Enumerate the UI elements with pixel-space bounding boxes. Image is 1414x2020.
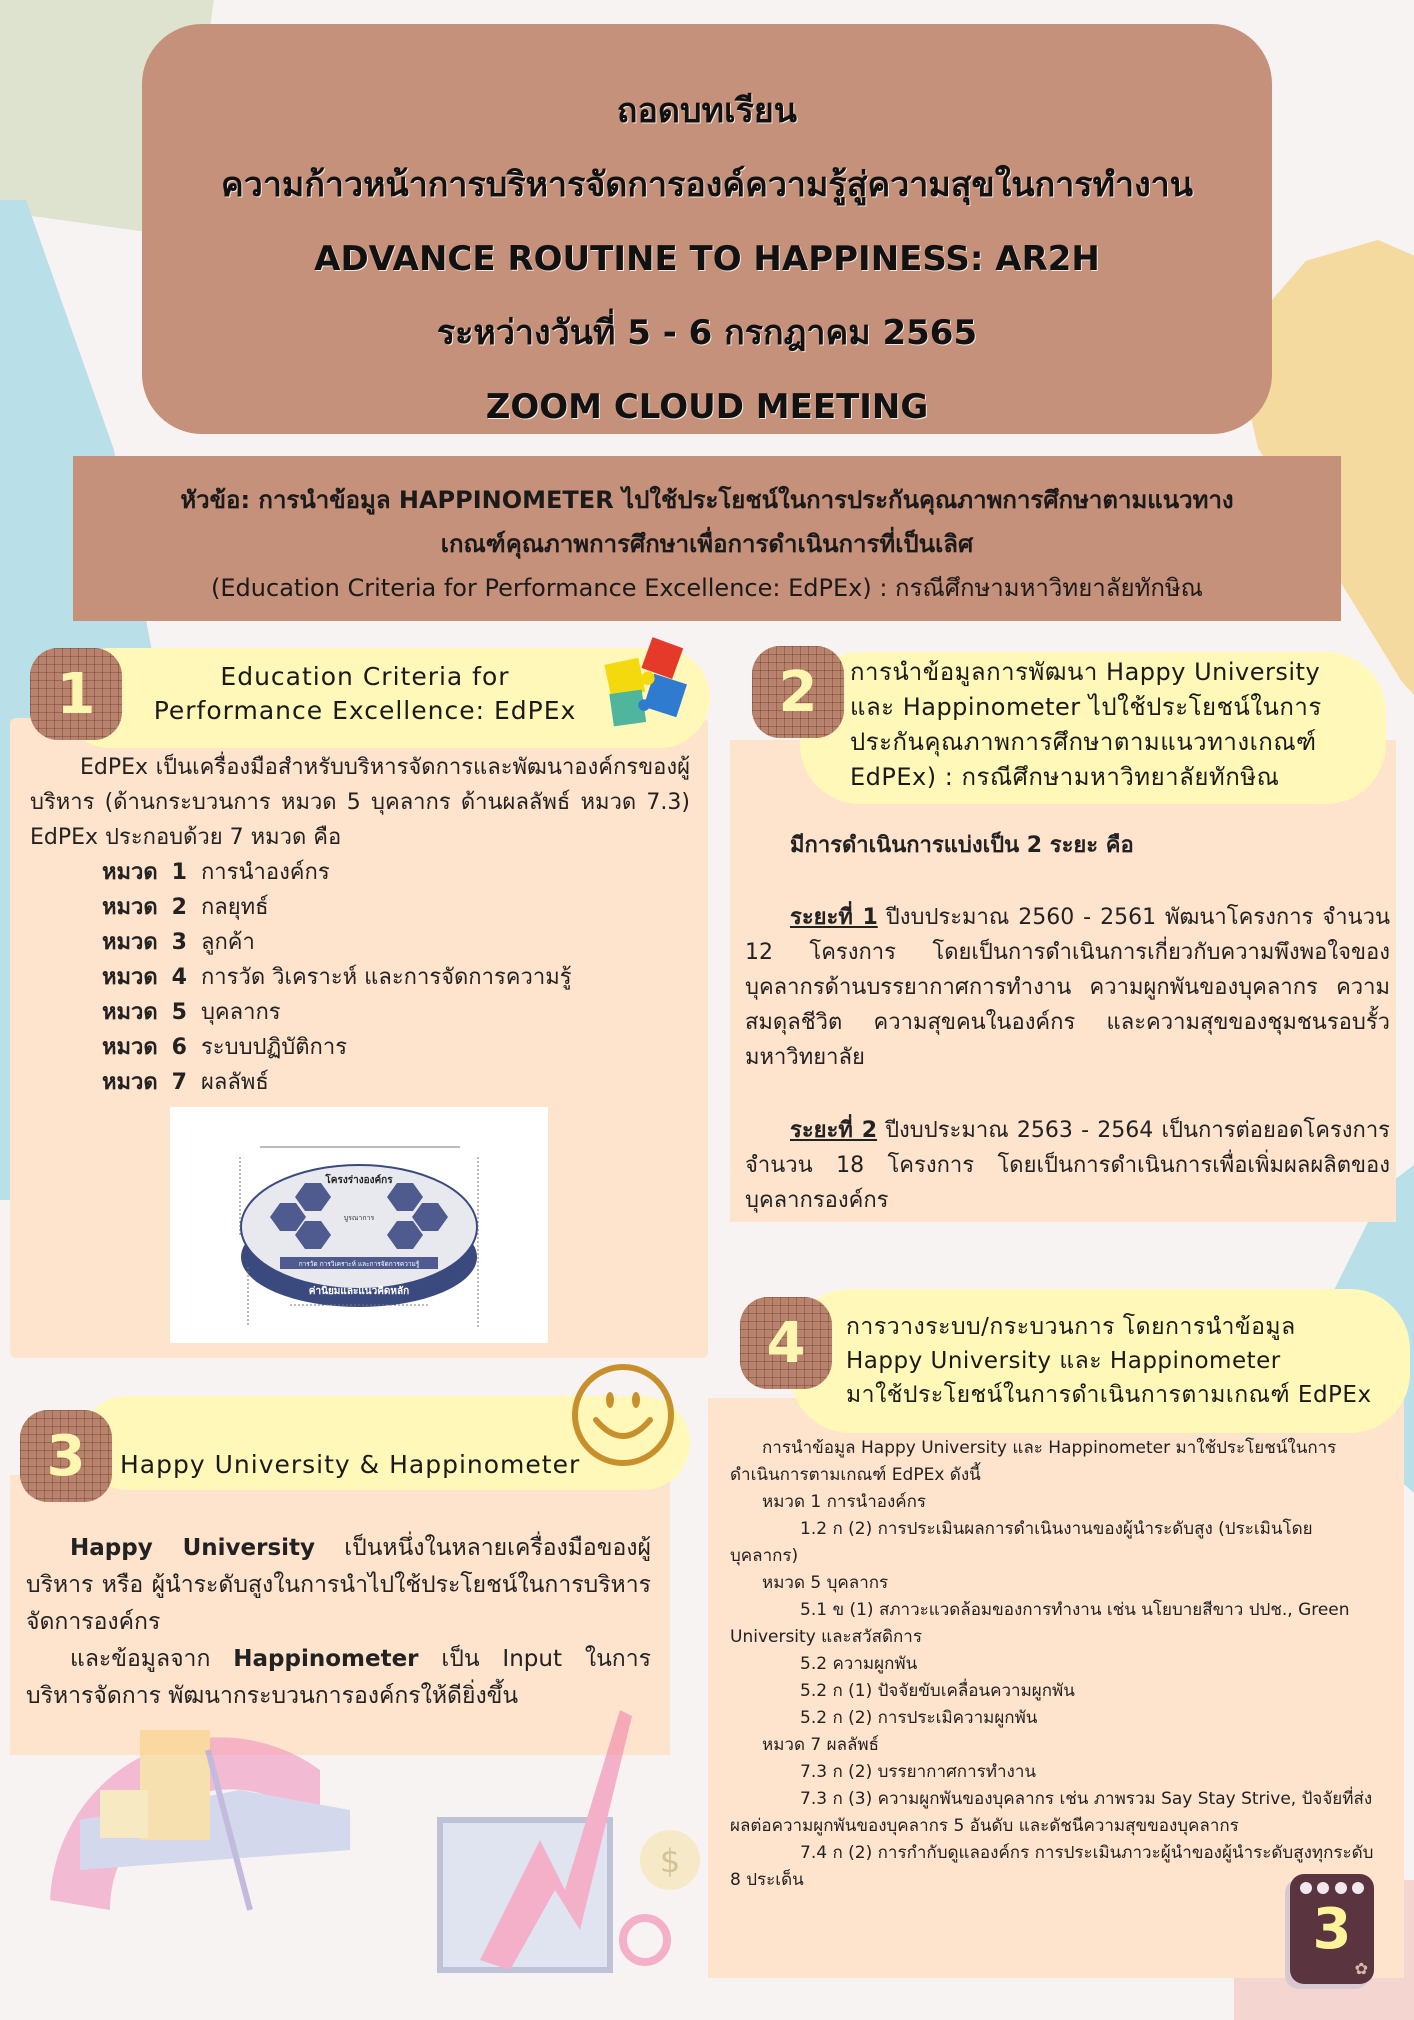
topic-line-3: (Education Criteria for Performance Excellence: EdPEx) : กรณีศึกษามหาวิทยาลัยทักษิณ bbox=[211, 574, 1203, 602]
header-title-box bbox=[142, 24, 1272, 434]
section1-intro-text: EdPEx เป็นเครื่องมือสำหรับบริหารจัดการและพัฒนาองค์กรของผู้บริหาร (ด้านกระบวนการ หมวด 5 บุคลากร ด้านผลลัพธ์ หมวด 7.3) EdPEx ประกอบด้วย 7 หมวด คือ bbox=[30, 755, 690, 850]
smiley-face-icon bbox=[568, 1360, 678, 1470]
category-number: 2 bbox=[171, 895, 187, 920]
category-name: การวัด วิเคราะห์ และการจัดการความรู้ bbox=[200, 965, 572, 990]
section3-paragraph-1 bbox=[26, 1530, 651, 1641]
section4-item: หมวด 7 ผลลัพธ์ bbox=[762, 1735, 879, 1755]
category-label: หมวด bbox=[102, 930, 158, 955]
category-label: หมวด bbox=[102, 1000, 158, 1025]
section3-text: เป็นหนึ่งในหลายเครื่องมือของผู้บริหาร หรือ ผู้นำระดับสูงในการนำไปใช้ประโยชน์ในการบริหารจัดการองค์กร bbox=[26, 1535, 651, 1635]
category-name: ผลลัพธ์ bbox=[200, 1070, 269, 1095]
calendar-rings bbox=[1300, 1882, 1364, 1894]
section3-text: เป็น Input ในการบริหารจัดการ พัฒนากระบวนการองค์กรให้ดียิ่งขึ้น bbox=[26, 1646, 651, 1709]
header-line-english-title: ADVANCE ROUTINE TO HAPPINESS: AR2H bbox=[314, 239, 1100, 279]
header-line-lesson: ถอดบทเรียน bbox=[616, 91, 798, 131]
section1-intro bbox=[30, 750, 690, 855]
category-item bbox=[102, 995, 572, 1030]
section4-number-badge: 4 bbox=[740, 1297, 832, 1389]
section4-title-line: Happy University และ Happinometer bbox=[846, 1348, 1281, 1374]
diagram-base-label: ค่านิยมและแนวคิดหลัก bbox=[308, 1286, 410, 1297]
section3-title: Happy University & Happinometer bbox=[120, 1450, 581, 1479]
section4-item: หมวด 5 บุคลากร bbox=[762, 1573, 889, 1593]
category-label: หมวด bbox=[102, 965, 158, 990]
section2-title-line: และ Happinometer ไปใช้ประโยชน์ในการ bbox=[850, 693, 1322, 721]
section3-body bbox=[26, 1530, 651, 1715]
section2-title-line: การนำข้อมูลการพัฒนา Happy University bbox=[850, 658, 1321, 686]
category-number: 3 bbox=[171, 930, 187, 955]
phase1-paragraph bbox=[745, 900, 1390, 1075]
section4-body bbox=[730, 1435, 1380, 1894]
category-number: 7 bbox=[171, 1070, 187, 1095]
category-number: 4 bbox=[171, 965, 187, 990]
business-growth-illustration bbox=[20, 1700, 710, 2000]
section2-number-badge: 2 bbox=[752, 646, 844, 738]
topic-line-2: เกณฑ์คุณภาพการศึกษาเพื่อการดำเนินการที่เป็นเลิศ bbox=[440, 530, 974, 558]
section4-item: 5.2 ก (2) การประเมิความผูกพัน bbox=[800, 1708, 1038, 1728]
header-line-venue: ZOOM CLOUD MEETING bbox=[485, 387, 929, 427]
category-item bbox=[102, 890, 572, 925]
category-item bbox=[102, 925, 572, 960]
topic-line-1: หัวข้อ: การนำข้อมูล HAPPINOMETER ไปใช้ประโยชน์ในการประกันคุณภาพการศึกษาตามแนวทาง bbox=[180, 486, 1234, 514]
section2-heading: มีการดำเนินการแบ่งเป็น 2 ระยะ คือ bbox=[790, 833, 1134, 858]
category-item bbox=[102, 1030, 572, 1065]
category-item bbox=[102, 960, 572, 995]
diagram-top-title: โครงร่างองค์กร bbox=[325, 1175, 393, 1186]
phase1-text: ปีงบประมาณ 2560 - 2561 พัฒนาโครงการ จำนวน 12 โครงการ โดยเป็นการดำเนินการเกี่ยวกับความพึงพอใจของบุคลากรด้านบรรยากาศการทำงาน ความผูกพันของบุคลากร ความสมดุลชีวิต ความสุขคนในองค์กร และความสุขของชุมชนรอบรั้วมหาวิทยาลัย bbox=[745, 905, 1390, 1070]
phase2-text: ปีงบประมาณ 2563 - 2564 เป็นการต่อยอดโครงการ จำนวน 18 โครงการ โดยเป็นการดำเนินการเพื่อเพิ่มผลผลิตของบุคลากรองค์กร bbox=[745, 1118, 1390, 1213]
diagram-bar-label: การวัด การวิเคราะห์ และการจัดการความรู้ bbox=[298, 1260, 420, 1268]
smiley-outline bbox=[575, 1367, 671, 1463]
section4-item: 5.2 ก (1) ปัจจัยขับเคลื่อนความผูกพัน bbox=[800, 1681, 1075, 1701]
section2-title-line: ประกันคุณภาพการศึกษาตามแนวทางเกณฑ์ bbox=[850, 728, 1317, 756]
calendar-page-icon bbox=[1290, 1874, 1374, 1984]
section3-text: และข้อมูลจาก bbox=[70, 1646, 234, 1672]
category-number: 5 bbox=[171, 1000, 187, 1025]
phase2-label: ระยะที่ 2 bbox=[790, 1118, 878, 1143]
smiley-eye bbox=[632, 1392, 640, 1408]
dollar-icon: $ bbox=[659, 1842, 681, 1880]
section4-item: 7.4 ก (2) การกำกับดูแลองค์กร การประเมินภาวะผู้นำของผู้นำระดับสูงทุกระดับ 8 ประเด็น bbox=[730, 1843, 1374, 1890]
section3-em-happy-university: Happy University bbox=[70, 1535, 316, 1561]
smiley-mouth bbox=[596, 1420, 650, 1436]
category-name: ระบบปฏิบัติการ bbox=[200, 1035, 348, 1060]
category-item bbox=[102, 855, 572, 890]
edpex-diagram-svg bbox=[170, 1107, 548, 1343]
edpex-framework-diagram bbox=[170, 1107, 548, 1343]
diagram-center-label: บูรณาการ bbox=[343, 1214, 375, 1222]
category-label: หมวด bbox=[102, 1070, 158, 1095]
section4-intro: การนำข้อมูล Happy University และ Happinometer มาใช้ประโยชน์ในการดำเนินการตามเกณฑ์ EdPEx ดังนี้ bbox=[730, 1438, 1337, 1485]
section1-number-badge: 1 bbox=[30, 648, 122, 740]
category-name: กลยุทธ์ bbox=[200, 895, 269, 920]
category-label: หมวด bbox=[102, 860, 158, 885]
section2-title-line: EdPEx) : กรณีศึกษามหาวิทยาลัยทักษิณ bbox=[850, 763, 1280, 791]
puzzle-icon bbox=[598, 636, 694, 732]
phase1-label: ระยะที่ 1 bbox=[790, 905, 878, 930]
section4-item: หมวด 1 การนำองค์กร bbox=[762, 1492, 927, 1512]
edpex-category-list bbox=[102, 855, 572, 1100]
header-line-thai-title: ความก้าวหน้าการบริหารจัดการองค์ความรู้สู่ความสุขในการทำงาน bbox=[220, 165, 1194, 205]
section1-title-line1: Education Criteria for bbox=[220, 662, 510, 691]
gear-icon: ✿ bbox=[1354, 1959, 1368, 1978]
section3-em-happinometer: Happinometer bbox=[233, 1646, 419, 1672]
smiley-eye bbox=[606, 1392, 614, 1408]
magnifier-icon bbox=[623, 1918, 667, 1962]
category-name: บุคลากร bbox=[200, 1000, 281, 1025]
category-name: ลูกค้า bbox=[200, 930, 255, 955]
category-name: การนำองค์กร bbox=[200, 860, 330, 885]
category-item bbox=[102, 1065, 572, 1100]
section4-item: 1.2 ก (2) การประเมินผลการดำเนินงานของผู้นำระดับสูง (ประเมินโดยบุคลากร) bbox=[730, 1519, 1313, 1566]
section4-item: 7.3 ก (3) ความผูกพันของบุคลากร เช่น ภาพรวม Say Stay Strive, ปัจจัยที่ส่งผลต่อความผูกพันของบุคลากร 5 อันดับ และดัชนีความสุขของบุคลากร bbox=[730, 1789, 1373, 1836]
page-number: 3 bbox=[1312, 1896, 1352, 1962]
category-label: หมวด bbox=[102, 895, 158, 920]
section4-title-line: มาใช้ประโยชน์ในการดำเนินการตามเกณฑ์ EdPEx bbox=[846, 1382, 1372, 1408]
illustration-small-box bbox=[100, 1790, 148, 1838]
puzzle-knob bbox=[641, 672, 654, 685]
illustration-yellow-box bbox=[140, 1730, 210, 1840]
section1-title bbox=[130, 660, 600, 728]
category-label: หมวด bbox=[102, 1035, 158, 1060]
category-number: 6 bbox=[171, 1035, 187, 1060]
section4-title-line: การวางระบบ/กระบวนการ โดยการนำข้อมูล bbox=[846, 1314, 1296, 1340]
section2-title bbox=[850, 655, 1322, 795]
header-line-date: ระหว่างวันที่ 5 - 6 กรกฎาคม 2565 bbox=[436, 313, 978, 353]
puzzle-knob bbox=[638, 699, 650, 711]
topic-box bbox=[73, 456, 1341, 621]
section3-number-badge: 3 bbox=[20, 1410, 112, 1502]
section4-item: 7.3 ก (2) บรรยากาศการทำงาน bbox=[800, 1762, 1036, 1782]
section4-title bbox=[846, 1310, 1372, 1412]
section4-item: 5.2 ความผูกพัน bbox=[800, 1654, 918, 1674]
category-number: 1 bbox=[171, 860, 187, 885]
section1-title-line2: Performance Excellence: EdPEx bbox=[153, 696, 577, 725]
phase2-paragraph bbox=[745, 1113, 1390, 1218]
section4-item: 5.1 ข (1) สภาวะแวดล้อมของการทำงาน เช่น นโยบายสีขาว ปปช., Green University และสวัสดิการ bbox=[730, 1600, 1350, 1647]
